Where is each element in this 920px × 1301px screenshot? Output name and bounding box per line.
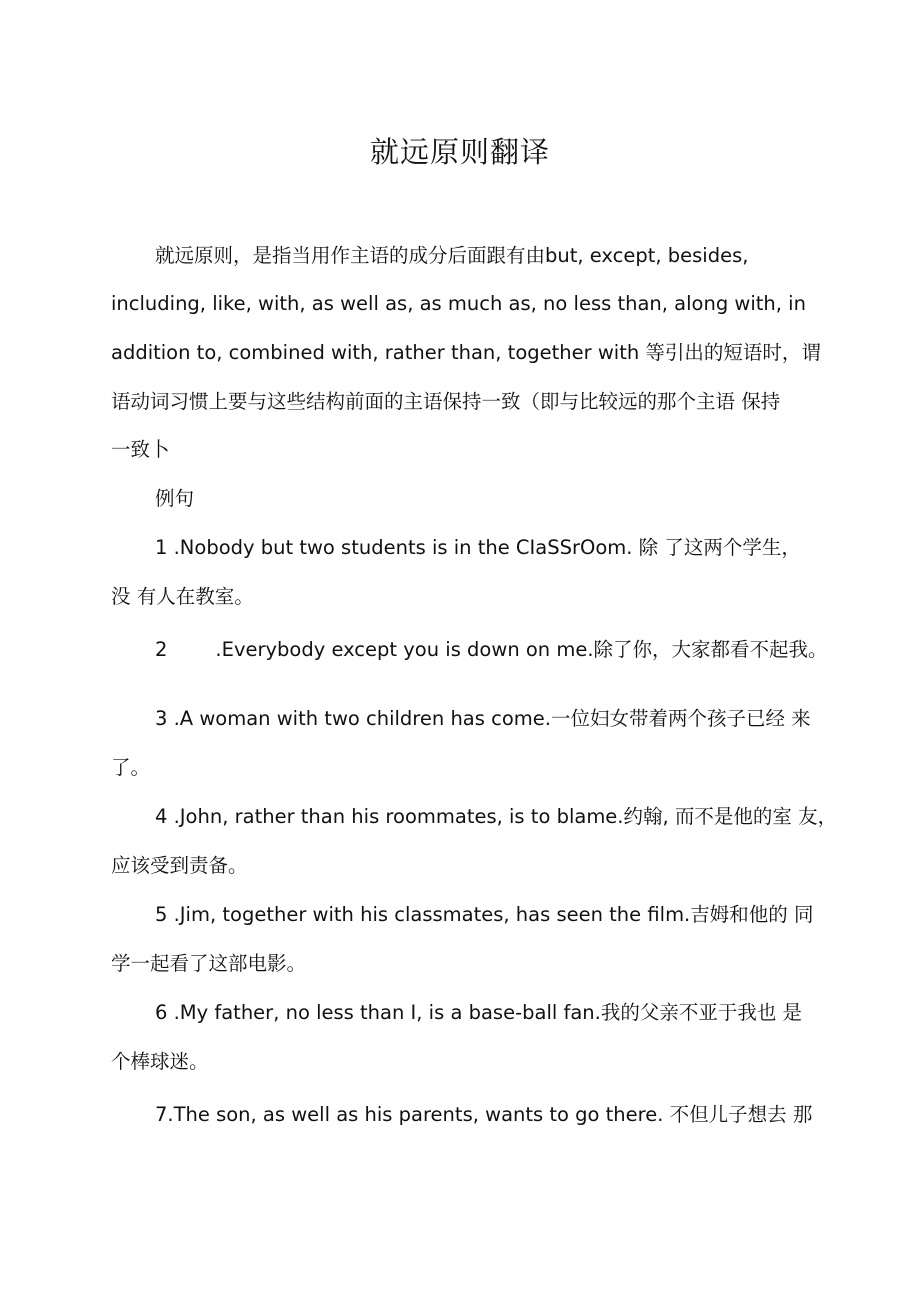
example-1-line-1: 1 .Nobody but two students is in the CIaSSrOom. 除 了这两个学生， — [155, 536, 801, 559]
example-2-number: 2 — [155, 638, 168, 661]
intro-line-2: including, like, with, as well as, as much as, no less than, along with, in — [111, 292, 806, 315]
example-2-line — [155, 635, 828, 665]
intro-line-3: addition to, combined with, rather than, together with 等引出的短语时，谓 — [111, 341, 821, 364]
example-7-line-1: 7.The son, as well as his parents, wants to go there. 不但儿子想去 那 — [155, 1103, 813, 1126]
example-3-line-1: 3 .A woman with two children has come.一位妇女带着两个孩子已经 来 — [155, 707, 811, 730]
example-2-text: .Everybody except you is down on me.除了你，大家都看不起我。 — [215, 638, 828, 661]
example-1-line-2: 没 有人在教室。 — [111, 585, 254, 608]
examples-label: 例句 — [155, 487, 195, 510]
example-6-line-2: 个棒球迷。 — [111, 1050, 209, 1073]
example-4-line-1: 4 .John, rather than his roommates, is to blame.约翰, 而不是他的室 友， — [155, 805, 838, 828]
example-3-line-2: 了。 — [111, 756, 151, 779]
intro-line-5: 一致卜 — [111, 438, 170, 461]
example-4-line-2: 应该受到责备。 — [111, 854, 248, 877]
intro-line-4: 语动词习惯上要与这些结构前面的主语保持一致（即与比较远的那个主语 保持 — [111, 390, 781, 413]
example-5-line-2: 学一起看了这部电影。 — [111, 952, 307, 975]
example-6-line-1: 6 .My father, no less than I, is a base-ball fan.我的父亲不亚于我也 是 — [155, 1001, 803, 1024]
example-5-line-1: 5 .Jim, together with his classmates, has seen the film.吉姆和他的 同 — [155, 903, 814, 926]
page-title: 就远原则翻译 — [369, 135, 550, 169]
intro-line-1: 就远原则，是指当用作主语的成分后面跟有由but, except, besides, — [155, 244, 749, 267]
